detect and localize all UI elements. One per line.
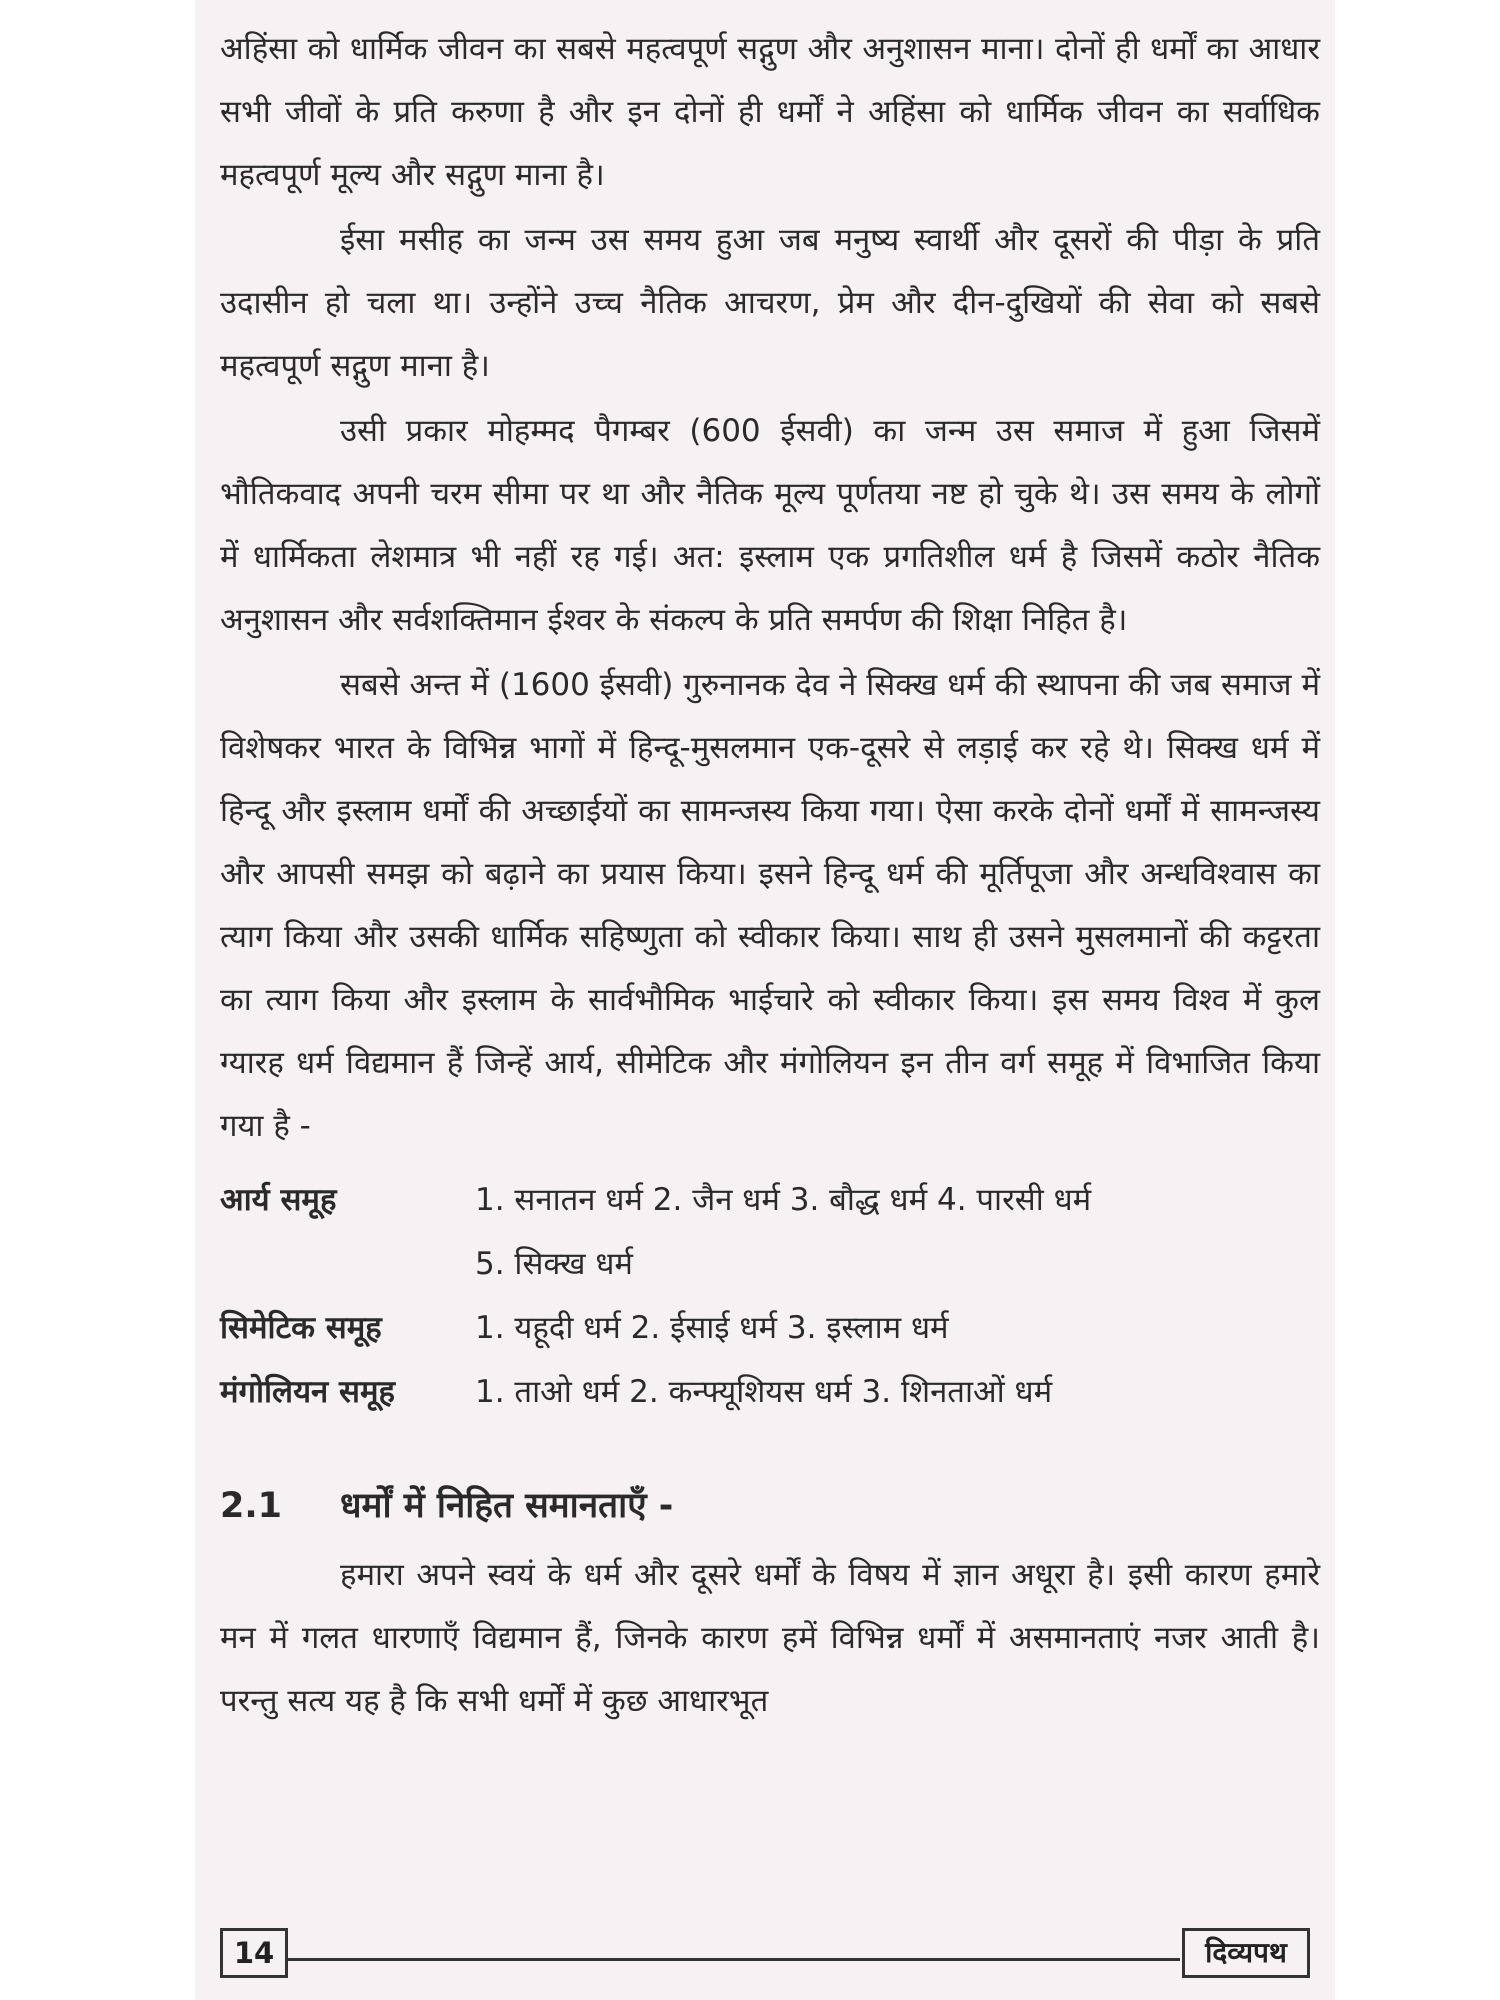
paragraph-section-intro: हमारा अपने स्वयं के धर्म और दूसरे धर्मों के विषय में ज्ञान अधूरा है। इसी कारण हमारे मन में गलत धारणाएँ विद्यमान हैं, जिनके कारण हमें विभिन्न धर्मों में असमानताएं नजर आती है। परन्तु सत्य यह है कि सभी धर्मों में कुछ आधारभूत	[220, 1557, 1320, 1719]
book-title: दिव्यपथ	[1182, 1928, 1310, 1978]
group-items-line: 1. ताओ धर्म 2. कन्फ्यूशियस धर्म 3. शिनताओं धर्म	[475, 1374, 1053, 1410]
group-items	[475, 1360, 1320, 1424]
paragraph-guru-nanak: सबसे अन्त में (1600 ईसवी) गुरुनानक देव ने सिक्ख धर्म की स्थापना की जब समाज में विशेषकर भारत के विभिन्न भागों में हिन्दू-मुसलमान एक-दूसरे से लड़ाई कर रहे थे। सिक्ख धर्म में हिन्दू और इस्लाम धर्मों की अच्छाईयों का सामन्जस्य किया गया। ऐसा करके दोनों धर्मों में सामन्जस्य और आपसी समझ को बढ़ाने का प्रयास किया। इसने हिन्दू धर्म की मूर्तिपूजा और अन्धविश्वास का त्याग किया और उसकी धार्मिक सहिष्णुता को स्वीकार किया। साथ ही उसने मुसलमानों की कट्टरता का त्याग किया और इस्लाम के सार्वभौमिक भाईचारे को स्वीकार किया। इस समय विश्व में कुल ग्यारह धर्म विद्यमान हैं जिन्हें आर्य, सीमेटिक और मंगोलियन इन तीन वर्ग समूह में विभाजित किया गया है -	[220, 667, 1320, 1144]
page-content	[220, 18, 1320, 1735]
group-items	[475, 1296, 1320, 1360]
group-name: मंगोलियन समूह	[220, 1374, 395, 1410]
group-semitic	[220, 1296, 1320, 1360]
footer-divider	[288, 1958, 1180, 1961]
section-heading	[220, 1474, 1320, 1538]
group-arya	[220, 1168, 1320, 1296]
paragraph-mohammad: उसी प्रकार मोहम्मद पैगम्बर (600 ईसवी) का जन्म उस समाज में हुआ जिसमें भौतिकवाद अपनी चरम सीमा पर था और नैतिक मूल्य पूर्णतया नष्ट हो चुके थे। उस समय के लोगों में धार्मिकता लेशमात्र भी नहीं रह गई। अत: इस्लाम एक प्रगतिशील धर्म है जिसमें कठोर नैतिक अनुशासन और सर्वशक्तिमान ईश्वर के संकल्प के प्रति समर्पण की शिक्षा निहित है।	[220, 413, 1320, 638]
group-name: आर्य समूह	[220, 1182, 337, 1218]
group-mongolian	[220, 1360, 1320, 1424]
group-items-line: 5. सिक्ख धर्म	[475, 1246, 633, 1282]
group-items-line: 1. यहूदी धर्म 2. ईसाई धर्म 3. इस्लाम धर्म	[475, 1310, 949, 1346]
paragraph-isa-masih: ईसा मसीह का जन्म उस समय हुआ जब मनुष्य स्वार्थी और दूसरों की पीड़ा के प्रति उदासीन हो चला था। उन्होंने उच्च नैतिक आचरण, प्रेम और दीन-दुखियों की सेवा को सबसे महत्वपूर्ण सद्गुण माना है।	[220, 222, 1320, 384]
group-name: सिमेटिक समूह	[220, 1310, 382, 1346]
section-title: धर्मों में निहित समानताएँ -	[340, 1486, 674, 1526]
group-items	[475, 1168, 1320, 1296]
section-number: 2.1	[220, 1486, 283, 1526]
page-number: 14	[220, 1928, 288, 1978]
page-footer	[220, 1928, 1310, 1978]
religion-groups-list	[220, 1168, 1320, 1424]
paragraph-ahimsa: अहिंसा को धार्मिक जीवन का सबसे महत्वपूर्ण सद्गुण और अनुशासन माना। दोनों ही धर्मों का आधार सभी जीवों के प्रति करुणा है और इन दोनों ही धर्मों ने अहिंसा को धार्मिक जीवन का सर्वाधिक महत्वपूर्ण मूल्य और सद्गुण माना है।	[220, 31, 1320, 193]
group-items-line: 1. सनातन धर्म 2. जैन धर्म 3. बौद्ध धर्म 4. पारसी धर्म	[475, 1182, 1092, 1218]
